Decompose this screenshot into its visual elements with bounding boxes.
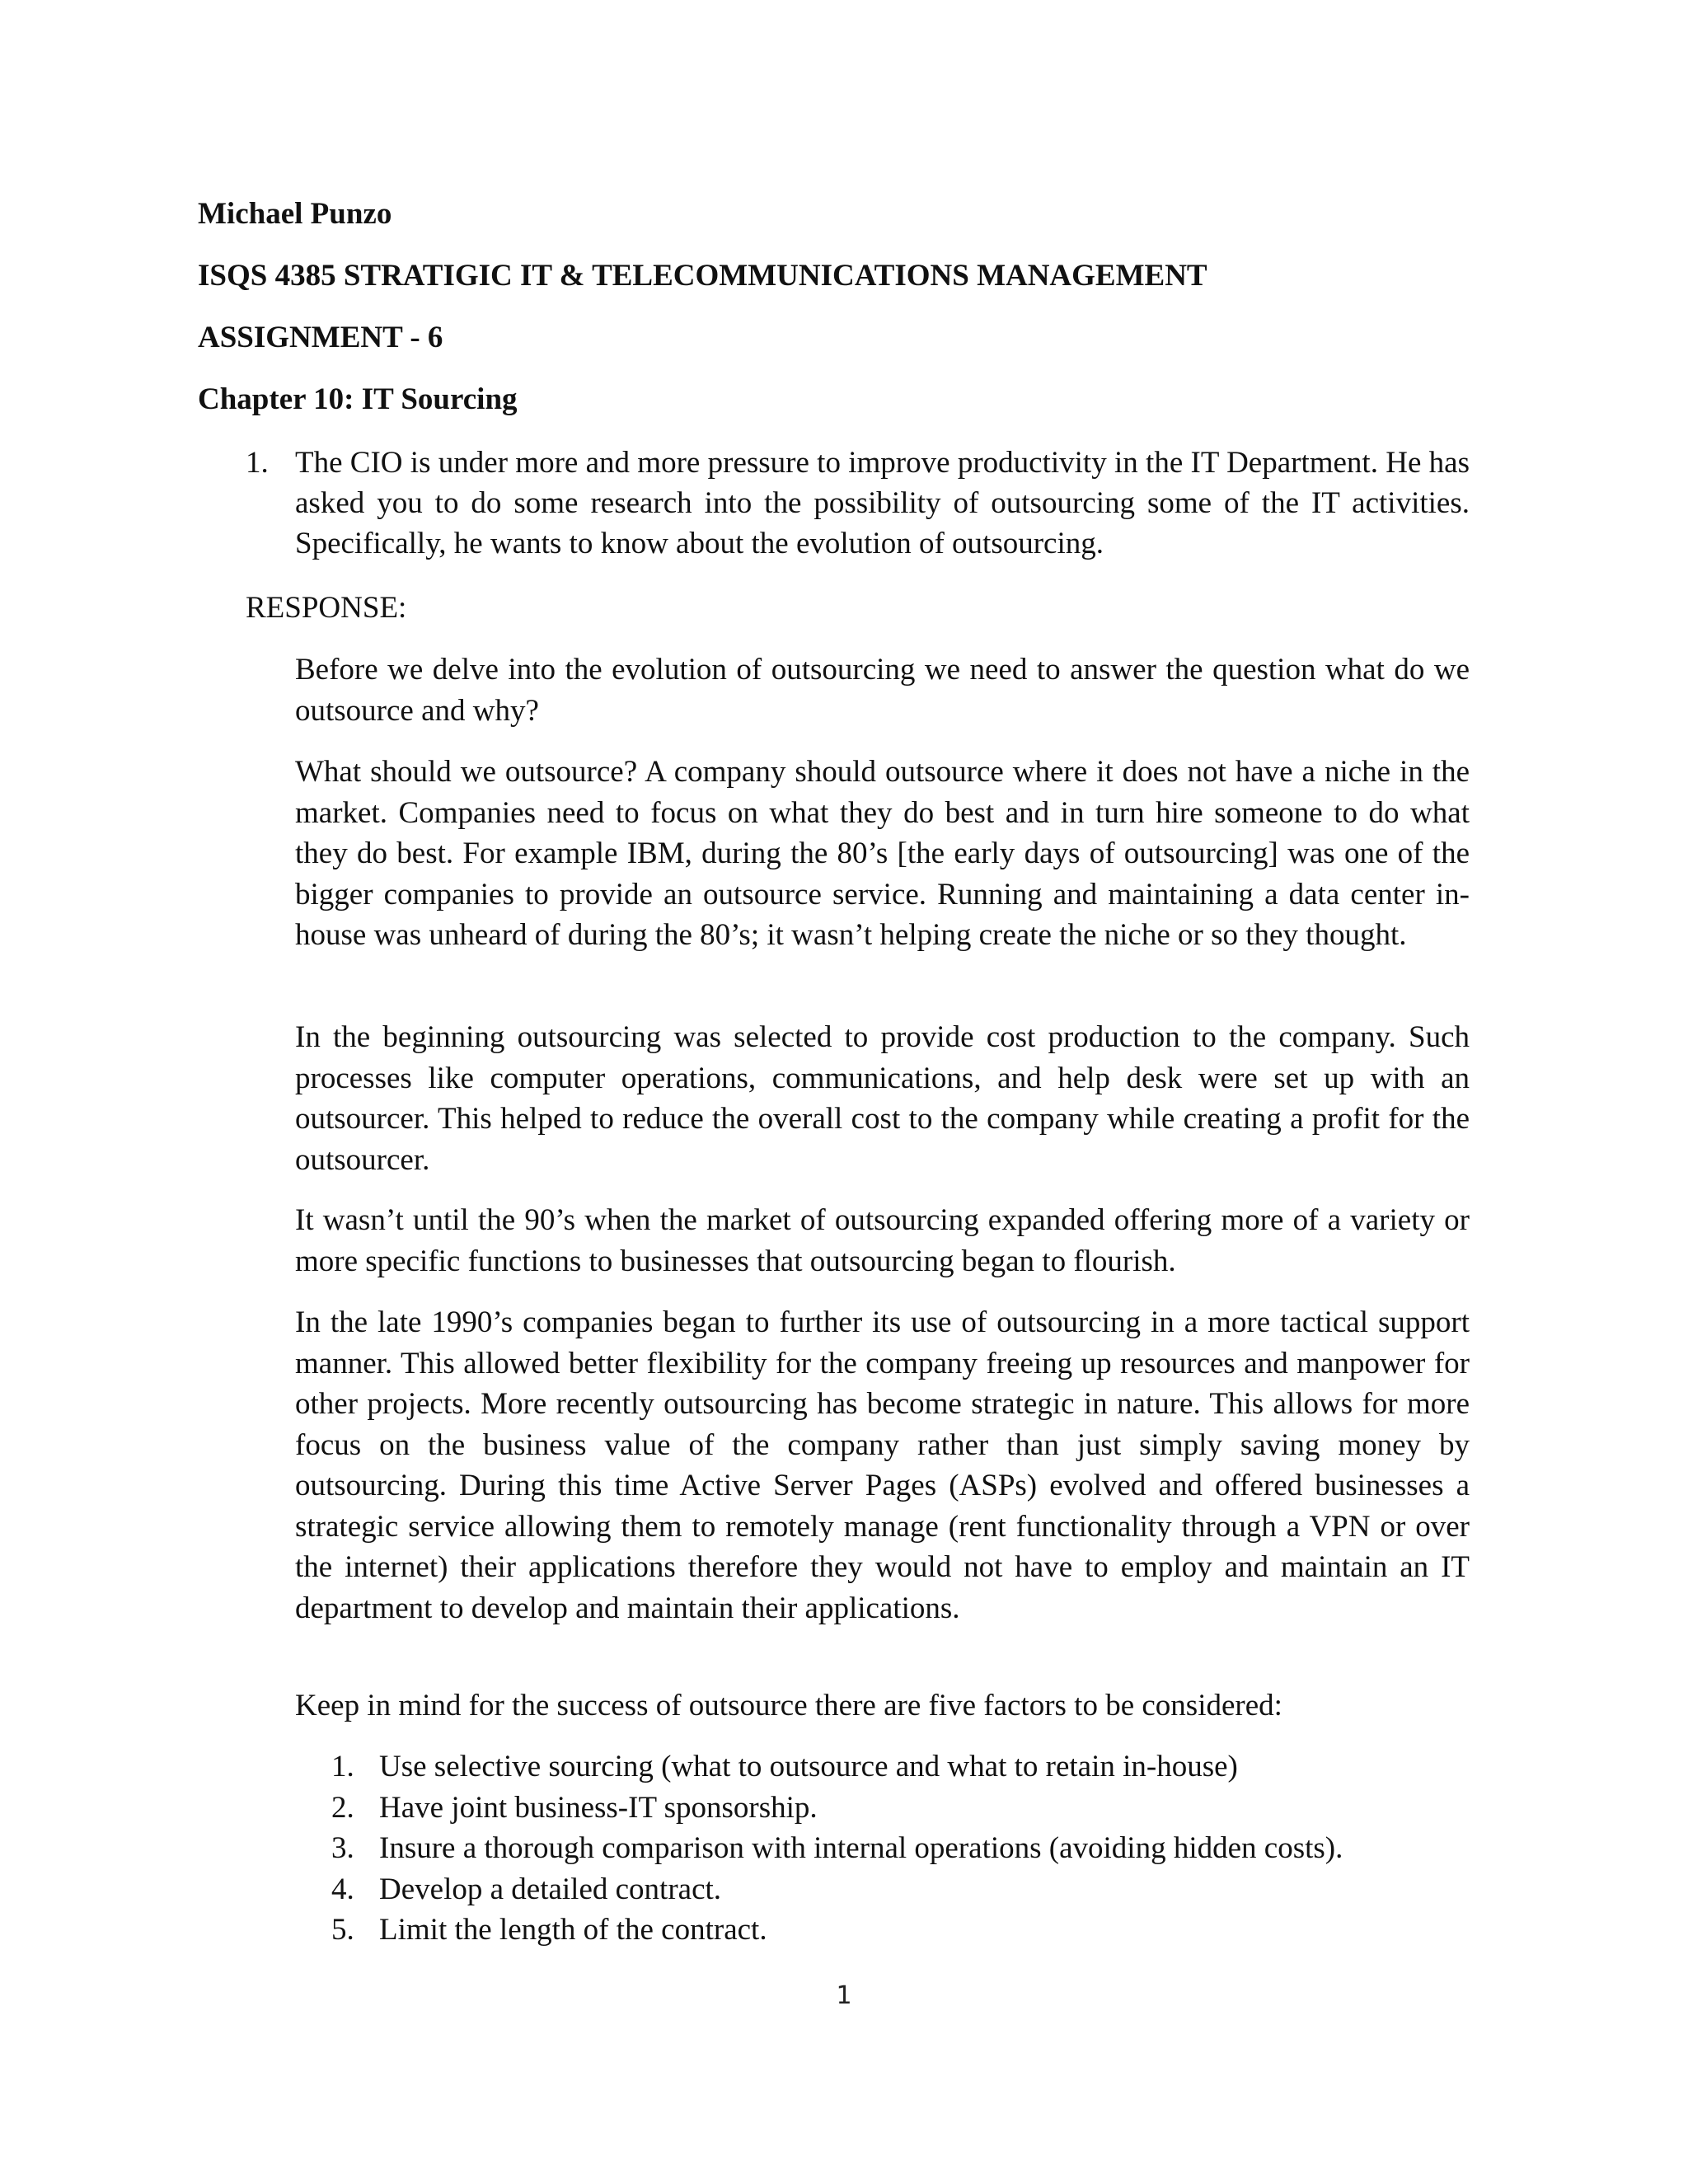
response-label: RESPONSE: — [246, 591, 407, 625]
assignment-title: ASSIGNMENT - 6 — [198, 321, 443, 354]
list-item-text: Develop a detailed contract. — [379, 1872, 722, 1906]
list-item-number: 3. — [331, 1831, 354, 1866]
list-item — [331, 1910, 1343, 1951]
list-item-number: 2. — [331, 1790, 354, 1825]
author-name: Michael Punzo — [198, 197, 392, 231]
chapter-title: Chapter 10: IT Sourcing — [198, 382, 518, 416]
course-title: ISQS 4385 STRATIGIC IT & TELECOMMUNICATIONS MANAGEMENT — [198, 259, 1207, 293]
response-paragraph: Before we delve into the evolution of outsourcing we need to answer the question what do we outsource and why? — [295, 653, 1470, 728]
list-item-text: Insure a thorough comparison with internal operations (avoiding hidden costs). — [379, 1831, 1343, 1866]
question-number: 1. — [246, 446, 269, 480]
list-item-text: Use selective sourcing (what to outsource and what to retain in-house) — [379, 1750, 1238, 1783]
page-number: 1 — [836, 1981, 852, 2010]
list-item-number: 4. — [331, 1872, 354, 1906]
question-item — [246, 443, 1470, 564]
list-item — [331, 1869, 1343, 1910]
list-item — [331, 1746, 1343, 1788]
list-item-number: 1. — [331, 1750, 354, 1783]
response-paragraph: What should we outsource? A company should outsource where it does not have a niche in the market. Companies need to focus on what they do best and in turn hire someone to do what they do best. For example IBM, during the 80’s [the early days of outsourcing] was one of the bigger companies to provide an outsource service. Running and maintaining a data center in-house was unheard of during the 80’s; it wasn’t helping create the niche or so they thought. — [295, 755, 1470, 952]
list-item-number: 5. — [331, 1913, 354, 1947]
list-item — [331, 1788, 1343, 1829]
response-paragraph: It wasn’t until the 90’s when the market of outsourcing expanded offering more of a variety or more specific functions to businesses that outsourcing began to flourish. — [295, 1203, 1470, 1278]
list-item — [331, 1828, 1343, 1869]
question-text: The CIO is under more and more pressure to improve productivity in the IT Department. He has asked you to do some research into the possibility of outsourcing some of the IT activities. Specifically, he wants to know about the evolution of outsourcing. — [295, 446, 1470, 560]
list-item-text: Limit the length of the contract. — [379, 1913, 767, 1947]
response-paragraph: In the beginning outsourcing was selected to provide cost production to the company. Such processes like computer operations, communications, and help desk were set up with an outsourcer. This helped to reduce the overall cost to the company while creating a profit for the outsourcer. — [295, 1020, 1470, 1177]
response-paragraph: In the late 1990’s companies began to further its use of outsourcing in a more tactical support manner. This allowed better flexibility for the company freeing up resources and manpower for other projects. More recently outsourcing has become strategic in nature. This allows for more focus on the business value of the company rather than just simply saving money by outsourcing. During this time Active Server Pages (ASPs) evolved and offered businesses a strategic service allowing them to remotely manage (rent functionality through a VPN or over the internet) their applications therefore they would not have to employ and maintain an IT department to develop and maintain their applications. — [295, 1305, 1470, 1625]
list-item-text: Have joint business-IT sponsorship. — [379, 1790, 818, 1825]
response-paragraph: Keep in mind for the success of outsource there are five factors to be considered: — [295, 1689, 1282, 1722]
factor-list — [331, 1746, 1343, 1951]
